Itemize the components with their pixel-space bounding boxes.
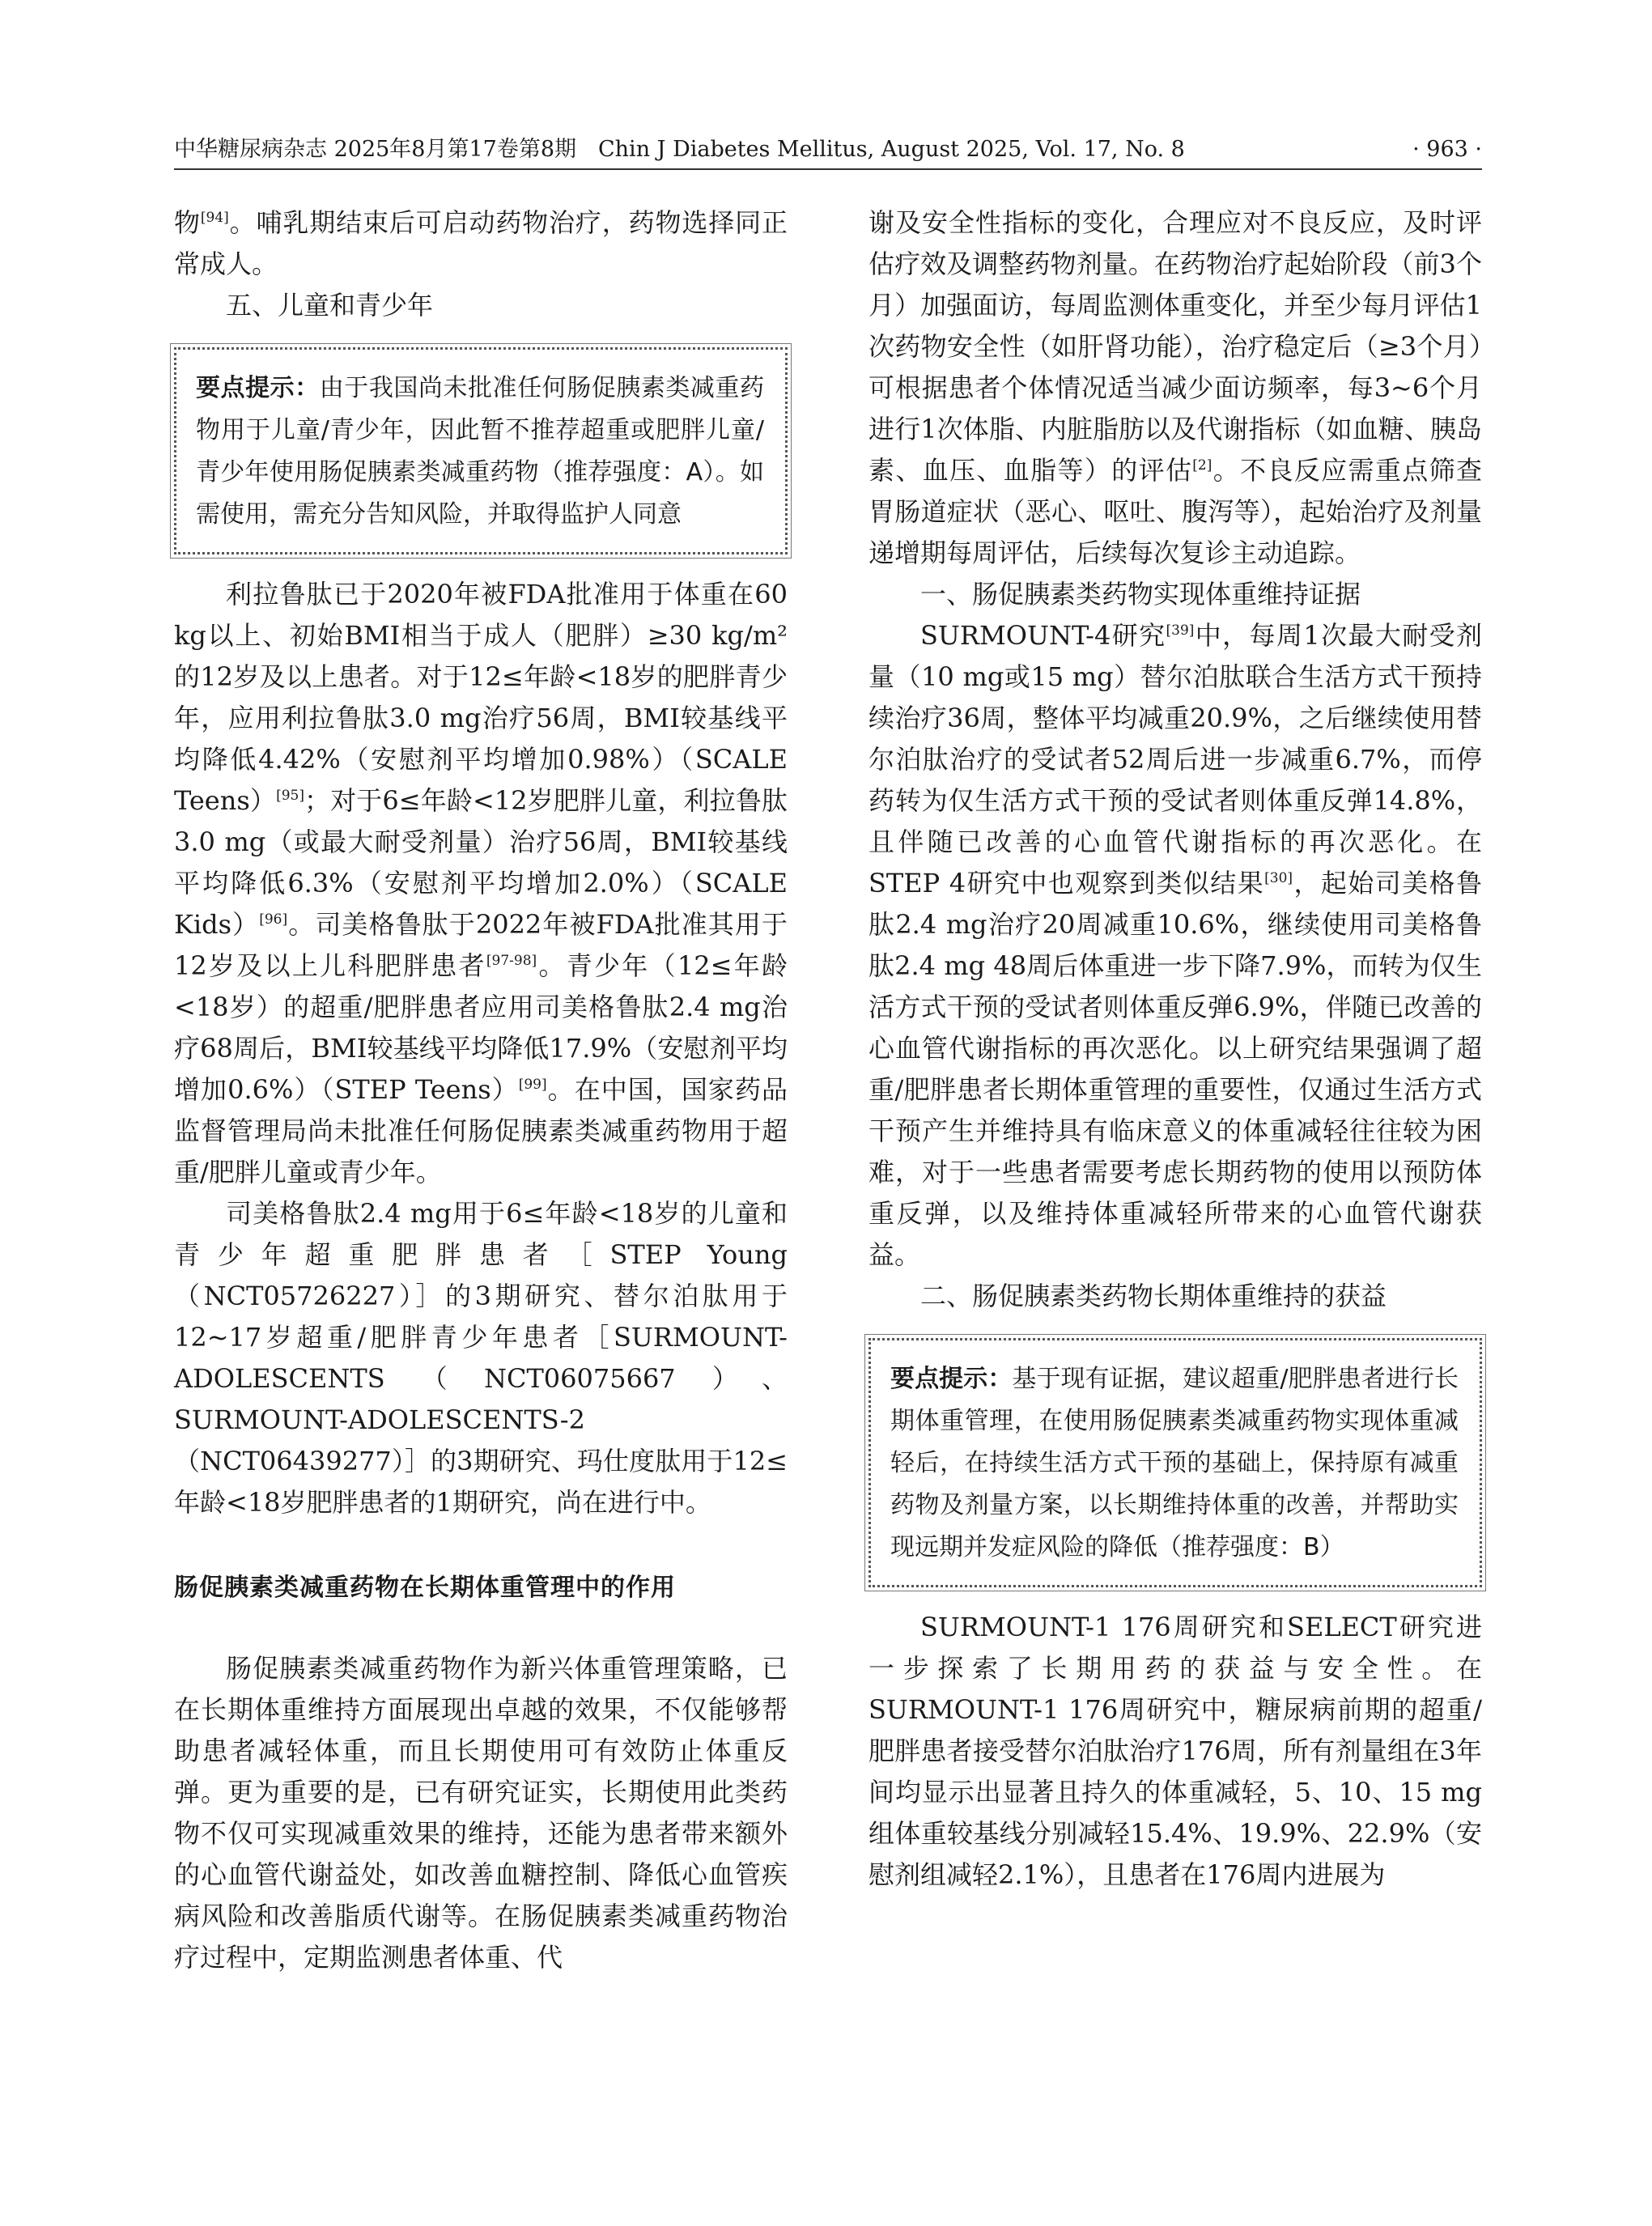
paragraph: 物[94]。哺乳期结束后可启动药物治疗，药物选择同正常成人。	[174, 207, 788, 279]
running-header	[174, 134, 1482, 166]
paragraph: 谢及安全性指标的变化，合理应对不良反应，及时评估疗效及调整药物剂量。在药物治疗起始阶段（前3个月）加强面访，每周监测体重变化，并至少每月评估1次药物安全性（如肝肾功能），治疗稳定后（≥3个月）可根据患者个体情况适当减少面访频率，每3~6个月进行1次体脂、内脏脂肪以及代谢指标（如血糖、胰岛素、血压、血脂等）的评估[2]。不良反应需重点筛查胃肠道症状（恶心、呕吐、腹泻等），起始治疗及剂量递增期每周评估，后续每次复诊主动追踪。	[868, 207, 1482, 568]
left-column	[174, 202, 788, 1978]
key-points-box	[868, 1338, 1482, 1587]
key-points-label: 要点提示：	[196, 374, 320, 402]
key-points-label: 要点提示：	[890, 1365, 1013, 1393]
paragraph: 利拉鲁肽已于2020年被FDA批准用于体重在60 kg以上、初始BMI相当于成人（肥胖）≥30 kg/m²的12岁及以上患者。对于12≤年龄<18岁的肥胖青少年，应用利拉鲁肽3.0 mg治疗56周，BMI较基线平均降低4.42%（安慰剂平均增加0.98%）（SCALE Teens）[95]；对于6≤年龄<12岁肥胖儿童，利拉鲁肽3.0 mg（或最大耐受剂量）治疗56周，BMI较基线平均降低6.3%（安慰剂平均增加2.0%）（SCALE Kids）[96]。司美格鲁肽于2022年被FDA批准其用于12岁及以上儿科肥胖患者[97-98]。青少年（12≤年龄<18岁）的超重/肥胖患者应用司美格鲁肽2.4 mg治疗68周后，BMI较基线平均降低17.9%（安慰剂平均增加0.6%）（STEP Teens）[99]。在中国，国家药品监督管理局尚未批准任何肠促胰素类减重药物用于超重/肥胖儿童或青少年。	[174, 579, 788, 1187]
section-heading: 肠促胰素类减重药物在长期体重管理中的作用	[174, 1574, 676, 1602]
citation-ref[interactable]: [30]	[1264, 870, 1293, 886]
paragraph: 肠促胰素类减重药物作为新兴体重管理策略，已在长期体重维持方面展现出卓越的效果，不仅能够帮助患者减轻体重，而且长期使用可有效防止体重反弹。更为重要的是，已有研究证实，长期使用此类药物不仅可实现减重效果的维持，还能为患者带来额外的心血管代谢益处，如改善血糖控制、降低心血管疾病风险和改善脂质代谢等。在肠促胰素类减重药物治疗过程中，定期监测患者体重、代	[174, 1653, 788, 1973]
citation-ref[interactable]: [95]	[276, 788, 304, 804]
citation-ref[interactable]: [99]	[518, 1077, 547, 1093]
citation-ref[interactable]: [97-98]	[486, 953, 537, 969]
subsection-title: 二、肠促胰素类药物长期体重维持的获益	[920, 1281, 1387, 1311]
key-points-text: 要点提示：基于现有证据，建议超重/肥胖患者进行长期体重管理，在使用肠促胰素类减重药物实现体重减轻后，在持续生活方式干预的基础上，保持原有减重药物及剂量方案，以长期维持体重的改善，并帮助实现远期并发症风险的降低（推荐强度：B）	[890, 1365, 1459, 1561]
citation-ref[interactable]: [39]	[1166, 622, 1195, 639]
citation-ref[interactable]: [94]	[200, 210, 229, 226]
paragraph: SURMOUNT-1 176周研究和SELECT研究进一步探索了长期用药的获益与安全性。在SURMOUNT-1 176周研究中，糖尿病前期的超重/肥胖患者接受替尔泊肽治疗176周，所有剂量组在3年间均显示出显著且持久的体重减轻，5、10、15 mg组体重较基线分别减轻15.4%、19.9%、22.9%（安慰剂组减轻2.1%），且患者在176周内进展为	[868, 1612, 1482, 1890]
page-number: · 963 ·	[1412, 137, 1482, 162]
journal-citation: 中华糖尿病杂志 2025年8月第17卷第8期 Chin J Diabetes Mellitus, August 2025, Vol. 17, No. 8	[174, 137, 1185, 162]
paragraph: SURMOUNT-4研究[39]中，每周1次最大耐受剂量（10 mg或15 mg）替尔泊肽联合生活方式干预持续治疗36周，整体平均减重20.9%，之后继续使用替尔泊肽治疗的受试者52周后进一步减重6.7%，而停药转为仅生活方式干预的受试者则体重反弹14.8%，且伴随已改善的心血管代谢指标的再次恶化。在STEP 4研究中也观察到类似结果[30]，起始司美格鲁肽2.4 mg治疗20周减重10.6%，继续使用司美格鲁肽2.4 mg 48周后体重进一步下降7.9%，而转为仅生活方式干预的受试者则体重反弹6.9%，伴随已改善的心血管代谢指标的再次恶化。以上研究结果强调了超重/肥胖患者长期体重管理的重要性，仅通过生活方式干预产生并维持具有临床意义的体重减轻往往较为困难，对于一些患者需要考虑长期药物的使用以预防体重反弹，以及维持体重减轻所带来的心血管代谢获益。	[868, 620, 1482, 1270]
key-points-text: 要点提示：由于我国尚未批准任何肠促胰素类减重药物用于儿童/青少年，因此暂不推荐超重或肥胖儿童/青少年使用肠促胰素类减重药物（推荐强度：A）。如需使用，需充分告知风险，并取得监护人同意	[196, 374, 765, 529]
header-rule	[174, 168, 1482, 170]
paragraph: 司美格鲁肽2.4 mg用于6≤年龄<18岁的儿童和青少年超重肥胖患者［STEP Young（NCT05726227）］的3期研究、替尔泊肽用于12~17岁超重/肥胖青少年患者［SURMOUNT-ADOLESCENTS（NCT06075667）、SURMOUNT-ADOLESCENTS-2（NCT06439277）］的3期研究、玛仕度肽用于12≤年龄<18岁肥胖患者的1期研究，尚在进行中。	[174, 1198, 788, 1518]
section-title: 五、儿童和青少年	[226, 290, 434, 321]
key-points-box	[174, 347, 788, 554]
subsection-title: 一、肠促胰素类药物实现体重维持证据	[920, 579, 1361, 610]
right-column	[868, 202, 1482, 1896]
citation-ref[interactable]: [2]	[1192, 457, 1212, 474]
citation-ref[interactable]: [96]	[259, 911, 288, 928]
